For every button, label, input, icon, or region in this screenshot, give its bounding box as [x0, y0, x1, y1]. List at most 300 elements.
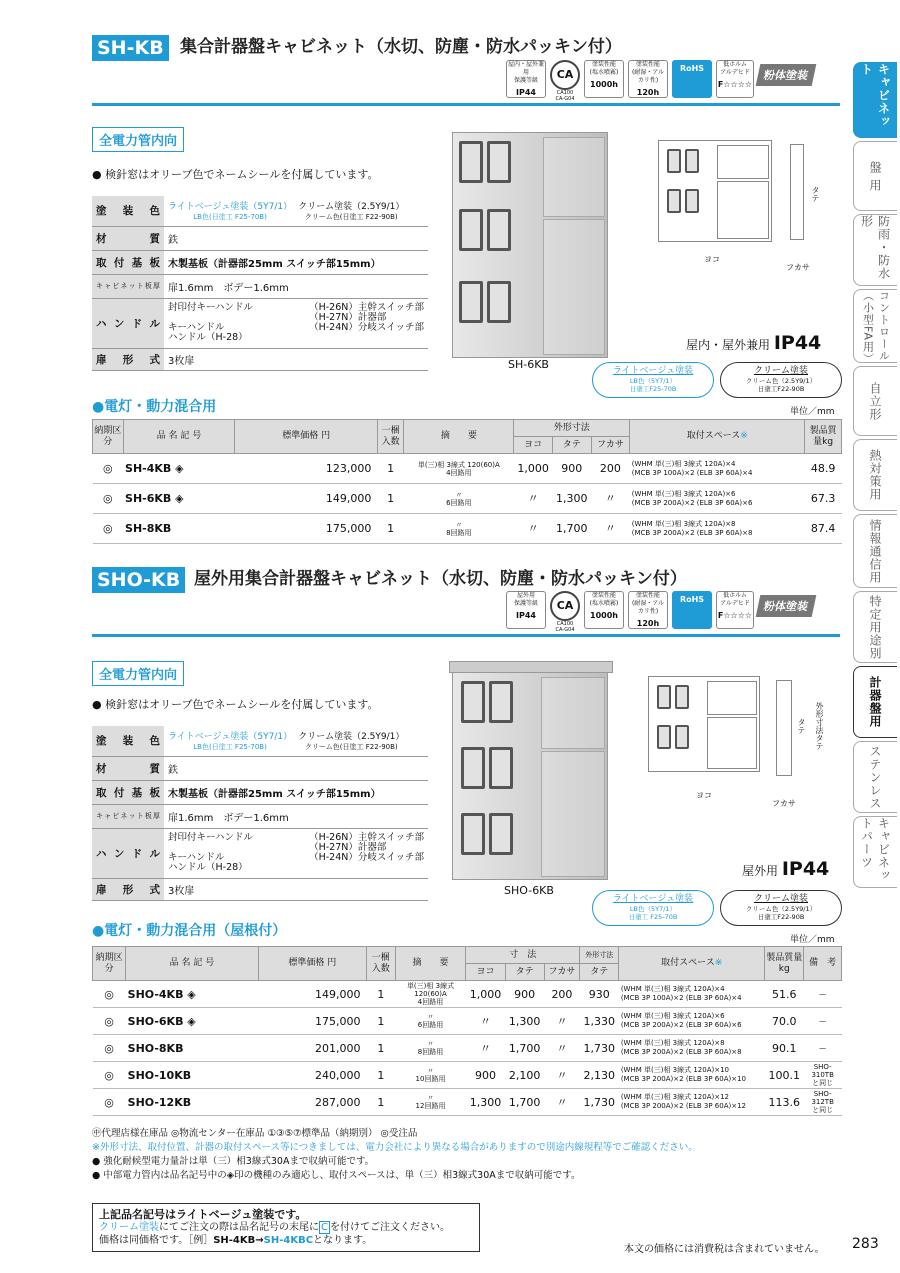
sho-6kb-photo — [452, 662, 608, 880]
depth: 〃 — [544, 1035, 579, 1062]
t2-col-delivery: 納期区分 — [93, 947, 126, 981]
remarks — [804, 1062, 842, 1089]
sho-front-drawing — [648, 676, 760, 772]
height: 1,700 — [552, 514, 591, 544]
depth: 200 — [544, 981, 579, 1008]
order-note-3 — [99, 1234, 473, 1247]
tab-stainless[interactable]: ステンレス — [853, 741, 897, 813]
spec-color-cream: クリーム塗装（2.5Y9/1） — [298, 202, 405, 213]
formaldehyde2-sub: アルデヒド — [720, 600, 750, 607]
mount-space-2: (MCB 3P 200A)×2 (ELB 3P 60A)×10 — [620, 1075, 747, 1083]
quantity: 1 — [366, 1008, 395, 1035]
spec-board: 木製基板（計器部25mm スイッチ部15mm） — [164, 250, 428, 274]
spec-label-door: 扉 形 式 — [92, 348, 164, 370]
sh-cream-jp: 日塗工F22-90B — [757, 385, 805, 393]
spec2-label-material: 材 質 — [92, 756, 164, 780]
quantity: 1 — [366, 981, 395, 1008]
t2-col-name: 品 名 記 号 — [126, 947, 259, 981]
remarks — [804, 1035, 842, 1062]
section1-note: ● 検針窓はオリーブ色でネームシールを付属しています。 — [92, 168, 379, 181]
footnote-legend: ㊥代理店様在庫品 ◎物流センター在庫品 ①③⑤⑦標準品（納期別） ◎受注品 — [92, 1128, 418, 1139]
depth: 〃 — [544, 1089, 579, 1116]
width: 〃 — [514, 484, 553, 514]
product-code: SH-8KB — [123, 514, 235, 544]
product-code: SHO-10KB — [126, 1062, 259, 1089]
t1-col-weight: 製品質量kg — [805, 420, 842, 454]
order-note-1: 上記品名記号はライトベージュ塗装です。 — [99, 1208, 307, 1221]
section1-spec-table — [92, 196, 428, 371]
ip2-badge-label: 屋外用 — [516, 592, 535, 599]
height: 2,100 — [505, 1062, 544, 1089]
sh-cream-code: クリーム色（2.5Y9/1） — [745, 377, 817, 385]
spec-handle-c: ハンドル（H-28） — [168, 332, 248, 343]
mount-space-2: (MCB 3P 200A)×2 (ELB 3P 60A)×6 — [620, 1021, 742, 1029]
product-code: SHO-4KB ◈ — [126, 981, 259, 1008]
sh-ip-tag — [686, 332, 821, 354]
formaldehyde-value: F☆☆☆☆ — [717, 80, 753, 89]
sho-cream-jp: 日塗工F22-90B — [757, 913, 805, 921]
tab-control[interactable]: コントロール（小型FA用） — [853, 289, 897, 363]
outer-height: 1,730 — [580, 1035, 619, 1062]
summary-1: 〃 — [455, 520, 463, 529]
sh-6kb-caption: SH-6KB — [508, 358, 549, 371]
sho-ip-label: 屋外用 — [742, 864, 779, 878]
order-note-2b: にてご注文の際は品名記号の末尾に — [159, 1222, 319, 1233]
spec2-handle-f: （H-24N）分岐スイッチ部 — [309, 852, 424, 863]
t1-col-name: 品 名 記 号 — [123, 420, 235, 454]
remarks-2: と同じ — [812, 1106, 834, 1114]
spec2-color-cream: クリーム塗装（2.5Y9/1） — [298, 732, 405, 743]
width: 〃 — [466, 1008, 505, 1035]
product-code: SHO-8KB — [126, 1035, 259, 1062]
tab-info[interactable]: 情報通信用 — [853, 514, 897, 588]
summary-3: 4回路用 — [417, 998, 444, 1006]
tab-parts[interactable]: キャビネットパーツ — [853, 816, 897, 888]
formaldehyde2-value: F☆☆☆☆ — [717, 611, 753, 620]
width: 1,000 — [514, 454, 553, 484]
quantity: 1 — [377, 484, 403, 514]
delivery-mark: ◎ — [93, 1035, 126, 1062]
powder-coat2-badge: 粉体塗装 — [756, 595, 817, 617]
remarks — [804, 981, 842, 1008]
sho-dim-fukasa: フカサ — [772, 799, 796, 808]
spec2-handle-b: キーハンドル — [168, 852, 225, 863]
delivery-mark: ◎ — [93, 454, 124, 484]
price: 149,000 — [258, 981, 366, 1008]
summary — [395, 981, 466, 1008]
mount-space-1: (WHM 単(三)相 3線式 120A)×4 — [620, 985, 725, 993]
order-note-c: C — [321, 1222, 328, 1233]
delivery-mark: ◎ — [93, 1008, 126, 1035]
mount-space-1: (WHM 単(三)相 3線式 120A)×8 — [631, 519, 736, 528]
ip-badge-sub: 保護等級 — [513, 77, 538, 84]
section2-code: SHO-KB — [92, 567, 185, 593]
price: 201,000 — [258, 1035, 366, 1062]
table-row — [93, 1008, 842, 1035]
section1-product-table — [92, 419, 842, 544]
paint4-badge-sub: (耐湿・アルカリ性) — [631, 600, 665, 615]
mount-space-1: (WHM 単(三)相 3線式 120A)×12 — [620, 1093, 730, 1101]
t2-col-space: 取付スペース — [661, 958, 715, 968]
outer-height: 930 — [580, 981, 619, 1008]
sho-side-drawing — [776, 680, 792, 776]
t2-col-h: タテ — [505, 964, 544, 981]
sho-cream-code: クリーム色（2.5Y9/1） — [745, 905, 817, 913]
spec2-color-cream-code: クリーム色(日塗工 F22-90B) — [304, 743, 398, 752]
price: 149,000 — [235, 484, 377, 514]
tab-special[interactable]: 特定用途別 — [853, 591, 897, 663]
sho-dim-gaikei: 外形寸法タテ — [815, 702, 824, 750]
t1-col-d: フカサ — [591, 437, 630, 454]
table-row — [93, 1035, 842, 1062]
depth: 〃 — [591, 484, 630, 514]
t2-col-summary: 摘 要 — [395, 947, 466, 981]
sho-cream-name: クリーム塗装 — [753, 894, 808, 904]
table-row — [93, 484, 842, 514]
quantity: 1 — [366, 1089, 395, 1116]
section2-subhead: 全電力管内向 — [92, 661, 184, 686]
mount-space-1: (WHM 単(三)相 3線式 120A)×6 — [631, 489, 736, 498]
section1-rule — [92, 103, 840, 106]
ca2-mark-icon: CA — [550, 591, 580, 621]
height: 1,700 — [505, 1035, 544, 1062]
paint3-badge-label: 塗装性能 — [591, 592, 616, 599]
t1-col-delivery: 納期区分 — [93, 420, 124, 454]
mount-space — [619, 1035, 765, 1062]
t2-col-remarks: 備 考 — [804, 947, 842, 981]
t1-col-qty: 一梱入数 — [377, 420, 403, 454]
weight: 51.6 — [765, 981, 804, 1008]
section2-product-table — [92, 946, 842, 1116]
sho-dim-yoko: ヨコ — [696, 791, 712, 800]
section1-subhead: 全電力管内向 — [92, 127, 184, 152]
summary — [395, 1089, 466, 1116]
price: 240,000 — [258, 1062, 366, 1089]
ip-badge-value: IP44 — [516, 88, 536, 97]
summary — [395, 1062, 466, 1089]
summary-1: 〃 — [427, 1067, 435, 1075]
remarks-2: と同じ — [812, 1079, 834, 1087]
spec-label-handle: ハンドル — [92, 298, 164, 348]
t2-col-weight: 製品質量kg — [765, 947, 804, 981]
order-note-3b: SH-4KB→ — [213, 1235, 264, 1246]
outer-height: 2,130 — [580, 1062, 619, 1089]
sh-ip-value: IP44 — [773, 332, 822, 354]
spec-material: 鉄 — [164, 226, 428, 250]
mount-space-1: (WHM 単(三)相 3線式 120A)×6 — [620, 1012, 725, 1020]
mount-space — [619, 1008, 765, 1035]
section1-table-title: ●電灯・動力混合用 — [92, 399, 217, 415]
height: 1,300 — [552, 484, 591, 514]
sho-dim-tate: タテ — [797, 718, 806, 734]
sh-ip-label: 屋内・屋外兼用 — [686, 338, 771, 352]
section2-spec-table — [92, 726, 428, 901]
spec-label-material: 材 質 — [92, 226, 164, 250]
price: 123,000 — [235, 454, 377, 484]
order-note-box — [92, 1203, 480, 1252]
section1-unit: 単位／mm — [790, 407, 835, 417]
table-row — [93, 454, 842, 484]
height: 900 — [552, 454, 591, 484]
remarks-1: SHO-310TB — [811, 1063, 834, 1079]
sh-front-drawing — [658, 140, 772, 242]
paint4-badge-value: 120h — [636, 619, 660, 628]
mount-space-1: (WHM 単(三)相 3線式 120A)×4 — [631, 459, 736, 468]
spec-label-board: 取付基板 — [92, 250, 164, 274]
section2-rule — [92, 634, 840, 637]
summary-2: 120(60)A — [414, 990, 447, 998]
spec-handle-e: （H-27N）計器部 — [309, 312, 387, 323]
spec2-label-thickness: キャビネット板厚 — [92, 804, 164, 828]
mount-space-2: (MCB 3P 200A)×2 (ELB 3P 60A)×8 — [620, 1048, 742, 1056]
remarks-1: — — [819, 1017, 827, 1025]
sho-6kb-caption: SHO-6KB — [504, 884, 554, 897]
product-code: SHO-6KB ◈ — [126, 1008, 259, 1035]
t2-col-price: 標準価格 円 — [258, 947, 366, 981]
sho-lb-code: LB色（5Y7/1） — [629, 905, 677, 913]
summary-1: 〃 — [427, 1013, 435, 1021]
spec-handle-f: （H-24N）分岐スイッチ部 — [309, 322, 424, 333]
mount-space — [619, 1089, 765, 1116]
mount-space-2: (MCB 3P 100A)×2 (ELB 3P 60A)×4 — [631, 468, 753, 477]
spec2-label-handle: ハンドル — [92, 828, 164, 878]
width: 〃 — [466, 1035, 505, 1062]
spec-color-cream-code: クリーム色(日塗工 F22-90B) — [304, 213, 398, 222]
paint4-badge-label: 塗装性能 — [635, 592, 660, 599]
tab-waterproof[interactable]: 防雨・防水形 — [853, 214, 897, 286]
section1-title: 集合計器盤キャビネット（水切、防塵・防水パッキン付） — [180, 37, 622, 57]
t1-col-space-mark: ※ — [740, 431, 748, 441]
order-note-3a: 価格は同価格です。［例］ — [99, 1235, 214, 1246]
sh-lb-oval — [592, 362, 714, 398]
outer-height: 1,730 — [580, 1089, 619, 1116]
depth: 〃 — [544, 1008, 579, 1035]
summary — [404, 514, 514, 544]
price: 287,000 — [258, 1089, 366, 1116]
summary-2: 8回路用 — [446, 528, 472, 537]
order-note-2d: を付けてご注文ください。 — [329, 1222, 450, 1233]
mount-space — [619, 1062, 765, 1089]
delivery-mark: ◎ — [93, 981, 126, 1008]
mount-space-2: (MCB 3P 200A)×2 (ELB 3P 60A)×12 — [620, 1102, 747, 1110]
sho-lb-jp: 日塗工 F25-70B — [628, 913, 678, 921]
sh-dim-tate: タテ — [811, 186, 820, 202]
summary-1: 〃 — [455, 490, 463, 499]
mount-space — [630, 454, 805, 484]
spec-handle-d: （H-26N）主幹スイッチ部 — [309, 302, 424, 313]
paint3-badge-sub: (塩水噴霧) — [589, 600, 619, 607]
section1-badges — [506, 60, 814, 102]
powder-coat-badge: 粉体塗装 — [756, 64, 817, 86]
spec2-handle-c: ハンドル（H-28） — [168, 862, 248, 873]
width: 1,300 — [466, 1089, 505, 1116]
remarks-1: — — [819, 1044, 827, 1052]
t2-col-w: ヨコ — [466, 964, 505, 981]
mount-space — [619, 981, 765, 1008]
rohs-badge: RoHS — [672, 60, 712, 98]
footnote-chubu: ● 中部電力管内は品名記号中の◈印の機種のみ適応し、取付スペースは、単（三）相3線式30Aまで収納可能です。 — [92, 1170, 581, 1181]
summary — [395, 1035, 466, 1062]
rohs2-badge: RoHS — [672, 591, 712, 629]
height: 900 — [505, 981, 544, 1008]
spec2-label-color: 塗 装 色 — [92, 726, 164, 756]
product-code: SHO-12KB — [126, 1089, 259, 1116]
depth: 〃 — [544, 1062, 579, 1089]
mount-space-1: (WHM 単(三)相 3線式 120A)×10 — [620, 1066, 730, 1074]
summary-2: 4回路用 — [446, 468, 472, 477]
depth: 〃 — [591, 514, 630, 544]
spec-handle-b: キーハンドル — [168, 322, 225, 333]
weight: 87.4 — [805, 514, 842, 544]
order-note-3d: となります。 — [313, 1235, 373, 1246]
ip-badge-label: 屋内・屋外兼用 — [507, 61, 544, 76]
tab-panel[interactable]: 盤 用 — [853, 141, 897, 211]
quantity: 1 — [377, 454, 403, 484]
tab-heat[interactable]: 熱対策用 — [853, 439, 897, 511]
weight: 100.1 — [765, 1062, 804, 1089]
spec-thickness: 扉1.6mm ボデー1.6mm — [164, 274, 428, 298]
remarks — [804, 1008, 842, 1035]
summary — [404, 454, 514, 484]
paint-badge-sub: (塩水噴霧) — [589, 69, 619, 76]
spec2-handle-d: （H-26N）主幹スイッチ部 — [309, 832, 424, 843]
sh-lb-jp: 日塗工F25-70B — [629, 385, 677, 393]
paint3-badge-value: 1000h — [590, 611, 618, 620]
t2-col-space-mark: ※ — [714, 958, 723, 968]
t1-col-price: 標準価格 円 — [235, 420, 377, 454]
table-row — [93, 1062, 842, 1089]
spec-label-thickness: キャビネット板厚 — [92, 274, 164, 298]
weight: 90.1 — [765, 1035, 804, 1062]
mount-space — [630, 484, 805, 514]
spec-label-color: 塗 装 色 — [92, 196, 164, 226]
width: 〃 — [514, 514, 553, 544]
tax-note: 本文の価格には消費税は含まれていません。 — [624, 1244, 825, 1255]
formaldehyde-sub: アルデヒド — [720, 69, 750, 76]
sho-ip-value: IP44 — [781, 858, 830, 880]
product-code: SH-4KB ◈ — [123, 454, 235, 484]
summary-2: 6回路用 — [446, 498, 472, 507]
t1-col-h: タテ — [552, 437, 591, 454]
sho-lb-name: ライトベージュ塗装 — [612, 894, 694, 904]
price: 175,000 — [235, 514, 377, 544]
sh-dim-yoko: ヨコ — [704, 255, 720, 264]
tab-cabinet[interactable]: キャビネット — [853, 62, 897, 138]
summary-1: 単(三)相 3線式 120(60)A — [417, 460, 500, 469]
formaldehyde-label: 低ホルム — [723, 61, 747, 68]
summary-2: 6回路用 — [417, 1021, 444, 1029]
tab-freestanding[interactable]: 自立形 — [853, 366, 897, 436]
t1-col-w: ヨコ — [514, 437, 553, 454]
spec-color-lb: ライトベージュ塗装（5Y7/1） — [168, 202, 293, 213]
mount-space-2: (MCB 3P 200A)×2 (ELB 3P 60A)×6 — [631, 498, 753, 507]
ca-mark-icon: CA — [550, 60, 580, 90]
sh-side-drawing — [790, 144, 804, 240]
summary-1: 〃 — [427, 1094, 435, 1102]
quantity: 1 — [377, 514, 403, 544]
summary-2: 8回路用 — [417, 1048, 444, 1056]
mount-space-2: (MCB 3P 100A)×2 (ELB 3P 60A)×4 — [620, 994, 742, 1002]
table-row — [93, 981, 842, 1008]
footnotes — [92, 1127, 842, 1183]
sho-lb-oval — [592, 890, 714, 926]
order-note-2 — [99, 1221, 473, 1234]
remarks-1: — — [819, 990, 827, 998]
outer-height: 1,330 — [580, 1008, 619, 1035]
paint2-badge-label: 塗装性能 — [635, 61, 660, 68]
sh-lb-name: ライトベージュ塗装 — [612, 366, 694, 376]
paint-badge-value: 1000h — [590, 80, 618, 89]
quantity: 1 — [366, 1062, 395, 1089]
sh-cream-oval — [720, 362, 842, 398]
section1-code: SH-KB — [92, 35, 169, 61]
t2-col-qty: 一梱入数 — [366, 947, 395, 981]
height: 1,700 — [505, 1089, 544, 1116]
width: 1,000 — [466, 981, 505, 1008]
summary-2: 12回路用 — [415, 1102, 446, 1110]
tab-meter[interactable]: 計器盤用 — [853, 666, 897, 738]
table-row — [93, 1089, 842, 1116]
section2-title: 屋外用集合計器盤キャビネット（水切、防塵・防水パッキン付） — [194, 569, 687, 589]
footnote-meter: ● 強化耐候型電力量計は単（三）相3線式30Aまで収納可能です。 — [92, 1156, 375, 1167]
summary-1: 単(三)相 3線式 — [406, 982, 455, 990]
spec2-material: 鉄 — [164, 756, 428, 780]
depth: 200 — [591, 454, 630, 484]
t1-col-summary: 摘 要 — [404, 420, 514, 454]
delivery-mark: ◎ — [93, 484, 124, 514]
spec2-color-lb: ライトベージュ塗装（5Y7/1） — [168, 732, 293, 743]
spec2-label-board: 取付基板 — [92, 780, 164, 804]
footnote-dims: ※外形寸法、取付位置、計器の取付スペース等につきましては、電力会社により異なる場合がありますので別途内線規程等でご確認ください。 — [92, 1142, 698, 1153]
paint-badge-label: 塗装性能 — [591, 61, 616, 68]
formaldehyde2-label: 低ホルム — [723, 592, 747, 599]
section2-unit: 単位／mm — [790, 935, 835, 945]
spec-handle-a: 封印付キーハンドル — [168, 302, 254, 313]
order-note-3c: SH-4KBC — [263, 1235, 314, 1246]
ca-sub: CA100 CA-G04 — [555, 90, 575, 102]
product-code: SH-6KB ◈ — [123, 484, 235, 514]
t2-col-outer: 外形寸法 — [580, 947, 619, 964]
remarks — [804, 1089, 842, 1116]
spec2-door: 3枚扉 — [164, 878, 428, 900]
weight: 70.0 — [765, 1008, 804, 1035]
spec2-handle-a: 封印付キーハンドル — [168, 832, 254, 843]
delivery-mark: ◎ — [93, 514, 124, 544]
sh-dim-fukasa: フカサ — [786, 263, 810, 272]
order-note-cream: クリーム塗装 — [99, 1222, 159, 1233]
width: 900 — [466, 1062, 505, 1089]
t1-col-dims: 外形寸法 — [514, 420, 630, 437]
sh-lb-code: LB色（5Y7/1） — [629, 377, 677, 385]
weight: 113.6 — [765, 1089, 804, 1116]
paint2-badge-value: 120h — [636, 88, 660, 97]
t2-col-d: フカサ — [544, 964, 579, 981]
sho-ip-tag — [742, 858, 829, 880]
mount-space-2: (MCB 3P 200A)×2 (ELB 3P 60A)×8 — [631, 528, 753, 537]
mount-space-1: (WHM 単(三)相 3線式 120A)×8 — [620, 1039, 725, 1047]
t1-col-space: 取付スペース — [686, 431, 741, 441]
section2-note: ● 検針窓はオリーブ色でネームシールを付属しています。 — [92, 698, 379, 711]
spec2-label-door: 扉 形 式 — [92, 878, 164, 900]
sh-6kb-photo — [452, 132, 608, 358]
summary-2: 10回路用 — [415, 1075, 446, 1083]
sh-cream-name: クリーム塗装 — [753, 366, 808, 376]
spec2-handle-e: （H-27N）計器部 — [309, 842, 387, 853]
summary-1: 〃 — [427, 1040, 435, 1048]
spec2-color-lb-code: LB色(日塗工 F25-70B) — [193, 743, 267, 752]
price: 175,000 — [258, 1008, 366, 1035]
section2-table-title: ●電灯・動力混合用（屋根付） — [92, 923, 287, 939]
